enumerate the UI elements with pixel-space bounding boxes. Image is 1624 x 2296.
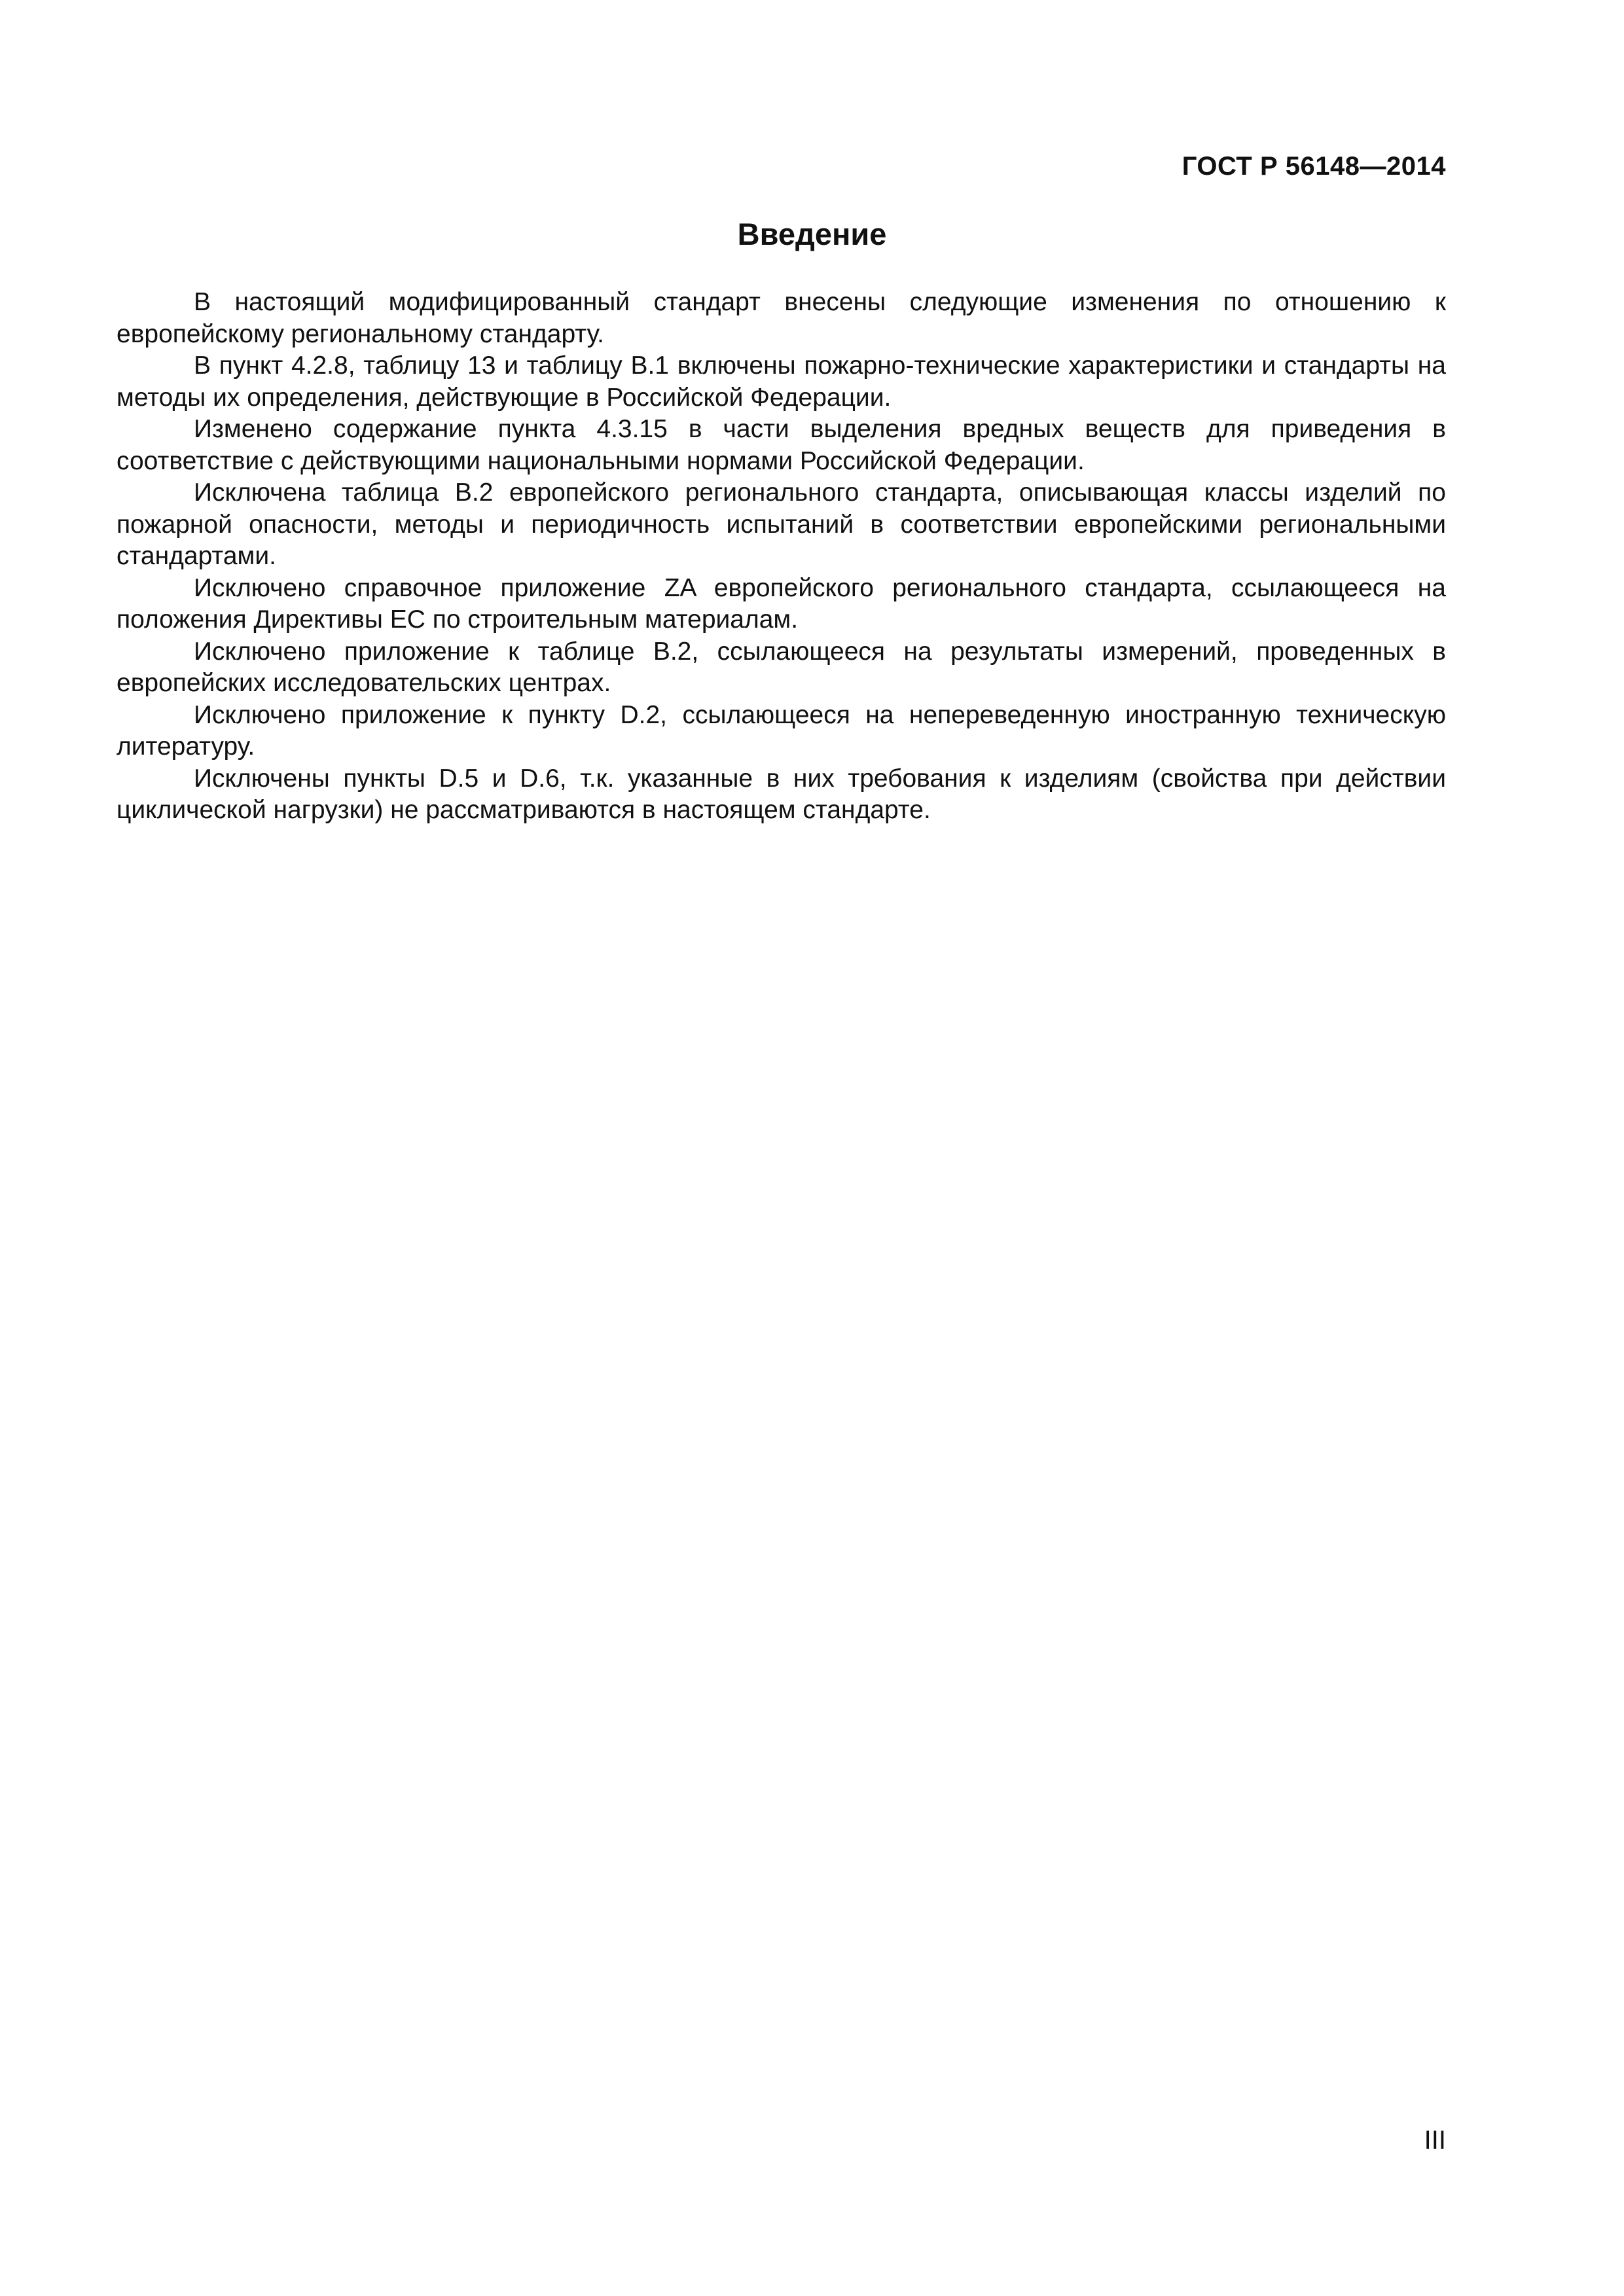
introduction-body [117, 287, 1446, 827]
paragraph: В настоящий модифицированный стандарт внесены следующие изменения по отношению к европейскому региональному стандарту. [117, 288, 1446, 348]
paragraph: Изменено содержание пункта 4.3.15 в части выделения вредных веществ для приведения в соответствие с действующими национальными нормами Российской Федерации. [117, 415, 1446, 475]
page-title: Введение [737, 217, 887, 251]
paragraph: Исключена таблица В.2 европейского регионального стандарта, описывающая классы изделий по пожарной опасности, методы и периодичность испытаний в соответствии европейскими региональными стандартами. [117, 478, 1446, 570]
paragraph: В пункт 4.2.8, таблицу 13 и таблицу В.1 включены пожарно-технические характеристики и стандарты на методы их определения, действующие в Российской Федерации. [117, 351, 1446, 412]
paragraph: Исключены пункты D.5 и D.6, т.к. указанные в них требования к изделиям (свойства при действии циклической нагрузки) не рассматриваются в настоящем стандарте. [117, 764, 1446, 824]
document-code: ГОСТ Р 56148—2014 [1182, 152, 1446, 181]
paragraph: Исключено приложение к пункту D.2, ссылающееся на непереведенную иностранную техническую литературу. [117, 700, 1446, 761]
paragraph: Исключено приложение к таблице В.2, ссылающееся на результаты измерений, проведенных в европейских исследовательских центрах. [117, 637, 1446, 697]
page-number: III [1424, 2126, 1446, 2155]
paragraph: Исключено справочное приложение ZA европейского регионального стандарта, ссылающееся на положения Директивы ЕС по строительным материалам. [117, 573, 1446, 634]
